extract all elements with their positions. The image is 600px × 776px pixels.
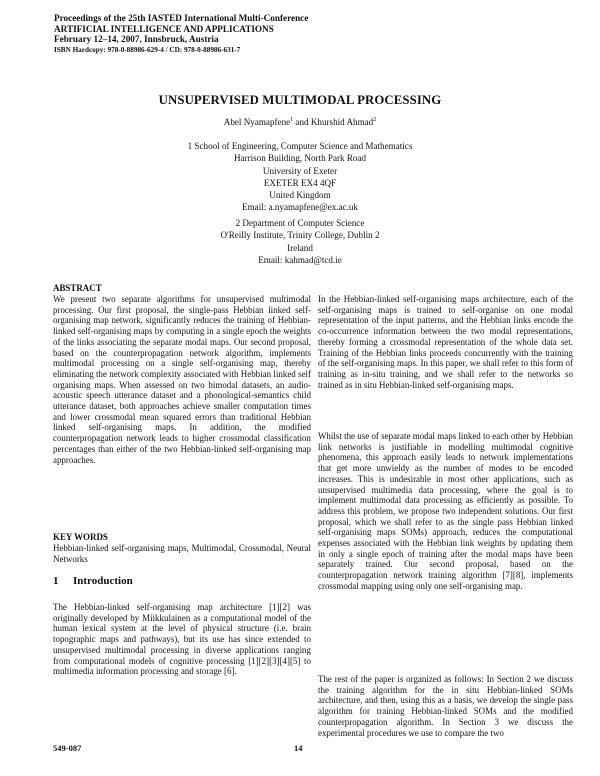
keywords-heading: KEY WORDS <box>53 532 108 542</box>
author-line <box>0 116 600 128</box>
paper-title: UNSUPERVISED MULTIMODAL PROCESSING <box>158 93 442 107</box>
keywords-text: Hebbian-linked self-organising maps, Multimodal, Crossmodal, Neural Networks <box>53 543 311 564</box>
intro-text: The Hebbian-linked self-organising map architecture [1][2] was originally developed by Miikkulainen as a computational model of the human lexical system at the level of physical structure (i.e. brain topographic maps and pathways), but its use has since extended to unsupervised multimodal processing in diverse applications ranging from computational models of cognitive processing [1][2][3][4][5] to multimedia information processing and storage [6]. <box>53 602 311 677</box>
affiliation-2 <box>0 217 600 266</box>
affiliation-1-email: Email: a.nyamapfene@ex.ac.uk <box>242 202 358 213</box>
header-line-1: Proceedings of the 25th IASTED International Multi-Conference <box>54 13 309 23</box>
header-isbn: ISBN Hardcopy: 978-0-88986-629-4 / CD: 978-0-88986-631-7 <box>54 45 241 54</box>
author-1: Abel Nyamapfene <box>223 117 291 127</box>
section-title: Introduction <box>73 575 133 587</box>
affiliation-2-line: 2 Department of Computer Science <box>235 218 365 228</box>
section-number: 1 <box>53 575 59 587</box>
introduction-paragraph-1 <box>53 602 311 677</box>
right-paragraph-1 <box>318 294 573 390</box>
author-2-superscript: 2 <box>373 116 377 123</box>
affiliation-2-email: Email: kahmad@tcd.ie <box>258 254 342 265</box>
abstract-heading: ABSTRACT <box>53 283 102 293</box>
footer-page-number: 14 <box>294 743 303 753</box>
header-line-3: February 12–14, 2007, Innsbruck, Austria <box>54 34 219 45</box>
footer-paper-id: 549-087 <box>53 743 82 753</box>
affiliation-1-line: 1 School of Engineering, Computer Science and Mathematics <box>187 141 413 151</box>
right-para-3-text: The rest of the paper is organized as follows: In Section 2 we discuss the training algorithm for the in situ Hebbian-linked SOMs architecture, and then, using this as a basis, we develop the single pass algorithm for training Hebbian-linked SOMs and the modified counterpropagation algorithm. In Section 3 we discuss the experimental procedures we use to compare the two <box>318 674 573 738</box>
affiliation-1-line: EXETER EX4 4QF <box>263 177 337 188</box>
proceedings-header <box>54 13 308 55</box>
affiliation-1-line: United Kingdom <box>269 190 331 201</box>
right-paragraph-2 <box>318 431 573 592</box>
affiliation-2-line: O'Reilly Institute, Trinity College, Dublin 2 <box>220 230 380 241</box>
keywords-block <box>53 532 311 564</box>
right-para-2-text: Whilst the use of separate modal maps linked to each other by Hebbian link networks is justifiable in modelling multimodal cognitive phenomena, this approach easily leads to network implementations that get more unwieldy as the number of modes to be encoded increases. This is undesirable in most other applications, such as unsupervised multimedia data processing, where the goal is to implement multimodal data processing as efficiently as possible. To address this problem, we propose two independent solutions. Our first proposal, which we shall refer to as the single pass Hebbian linked self-organising maps SOMs) approach, reduces the computational expenses associated with the Hebbian link weights by updating them in only a single epoch of training after the modal maps have been separately trained. Our second proposal, based on the counterpropagation network training algorithm [7][8], implements crossmodal mapping using only one self-organising map. <box>318 431 573 591</box>
affiliation-1 <box>0 140 600 214</box>
author-1-superscript: 1 <box>290 116 294 123</box>
right-paragraph-3 <box>318 674 573 738</box>
right-para-1-text: In the Hebbian-linked self-organising maps architecture, each of the self-organising maps is trained to self-organise on one modal representation of the input patterns, and the Hebbian links encode the co-occurrence information between the two modal representations, thereby forming a crossmodal representation of the whole data set. Training of the Hebbian links proceeds concurrently with the training of the self-organising maps. In this paper, we shall refer to this form of training as in-situ training, and we shall refer to the networks so trained as in situ Hebbian-linked self-organising maps. <box>318 294 573 390</box>
abstract-text: We present two separate algorithms for unsupervised multimodal processing. Our first proposal, the single-pass Hebbian linked self-organising map network, significantly reduces the training of Hebbian-linked self-organising maps by computing in a single epoch the weights of the links associating the separate modal maps. Our second proposal, based on the counterpropagation network algorithm, implements multimodal processing on a single self-organising map, thereby eliminating the network complexity associated with Hebbian linked self organising maps. When assessed on two bimodal datasets, an audio-acoustic speech utterance dataset and a phonological-semantics child utterance dataset, both approaches achieve smaller computation times and lower crossmodal mean squared errors than traditional Hebbian linked self-organising maps. In addition, the modified counterpropagation network leads to higher crossmodal classification percentages than either of the two Hebbian-linked self-organising map approaches. <box>53 294 311 465</box>
author-conjunction: and <box>293 117 311 127</box>
affiliation-2-line: Ireland <box>287 242 313 253</box>
header-line-2: ARTIFICIAL INTELLIGENCE AND APPLICATIONS <box>54 23 274 34</box>
affiliation-1-line: University of Exeter <box>262 165 338 176</box>
affiliation-1-line: Harrison Building, North Park Road <box>233 153 367 164</box>
author-2: Khurshid Ahmad <box>310 117 374 127</box>
introduction-heading <box>53 576 311 587</box>
abstract-block <box>53 283 311 465</box>
